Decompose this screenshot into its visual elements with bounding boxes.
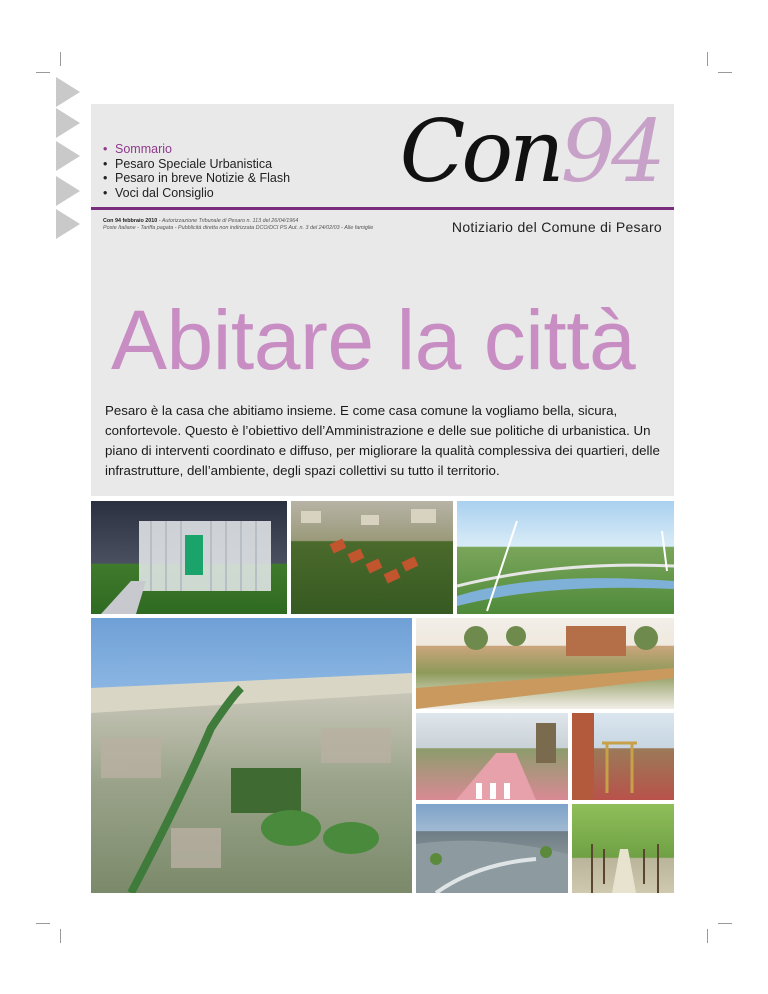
registration-triangle-icon <box>56 108 80 138</box>
cover-panel <box>91 104 674 496</box>
purple-rule <box>91 207 674 210</box>
logo-con: Con <box>399 102 561 202</box>
crop-mark <box>718 72 732 73</box>
logo-issue-number: 94 <box>560 102 662 202</box>
photo-garden-rendering <box>416 618 674 709</box>
photo-playground <box>572 713 674 800</box>
photo-pavilion-rendering <box>91 501 287 614</box>
imprint-line1: - Autorizzazione Tribunale di Pesaro n. 113 del 26/04/1964 <box>158 218 299 224</box>
intro-paragraph: Pesaro è la casa che abitiamo insieme. E come casa comune la vogliamo bella, sicura, confortevole. Questo è l’obiettivo dell’Amministrazione e delle sue politiche di urbanistica. Un piano di interventi coordinato e diffuso, per migliorare la qualità complessiva dei quartieri, delle infrastrutture, dell’ambiente, degli spazi collettivi su tutto il territorio. <box>105 403 660 478</box>
crop-mark <box>36 72 50 73</box>
registration-triangle-icon <box>56 77 80 107</box>
photo-residential-aerial <box>291 501 453 614</box>
crop-mark <box>707 52 708 66</box>
crop-mark <box>36 923 50 924</box>
crop-mark <box>707 929 708 943</box>
photo-park-river-rendering <box>457 501 674 614</box>
registration-triangle-icon <box>56 141 80 171</box>
crop-mark <box>718 923 732 924</box>
photo-cycle-path <box>416 713 568 800</box>
toc-item-consiglio[interactable]: • Voci dal Consiglio <box>103 186 290 201</box>
imprint <box>103 218 403 232</box>
imprint-issue: Con 94 febbraio 2010 <box>103 218 158 224</box>
toc-item-urbanistica[interactable]: • Pesaro Speciale Urbanistica <box>103 157 290 172</box>
masthead-logo <box>400 102 662 202</box>
photo-city-aerial <box>91 618 412 893</box>
crop-mark <box>60 929 61 943</box>
table-of-contents <box>103 142 290 200</box>
masthead-subtitle: Notiziario del Comune di Pesaro <box>451 219 662 235</box>
registration-triangle-icon <box>56 209 80 239</box>
page-title: Abitare la città <box>111 293 636 387</box>
photo-tree-lined-avenue <box>572 804 674 893</box>
registration-triangle-icon <box>56 176 80 206</box>
photo-waterfront-rendering <box>416 804 568 893</box>
imprint-line2: Poste Italiane - Tariffa pagata - Pubblicità diretta non indirizzata DCO/DCI PS Aut. n. 3 del 24/02/03 - Alle famiglie <box>103 225 374 231</box>
toc-item-notizie[interactable]: • Pesaro in breve Notizie & Flash <box>103 171 290 186</box>
toc-item-sommario[interactable]: • Sommario <box>103 142 290 157</box>
crop-mark <box>60 52 61 66</box>
